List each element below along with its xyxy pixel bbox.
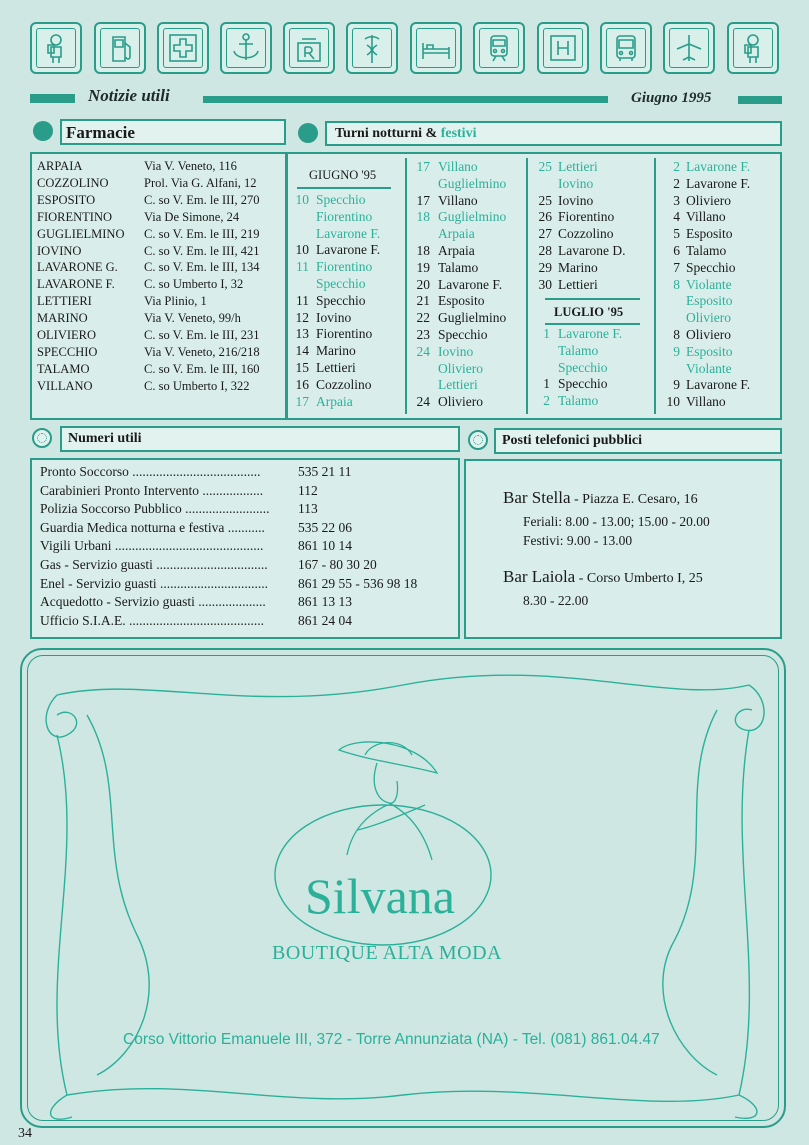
red-cross-icon: [157, 22, 209, 74]
divider: [285, 152, 288, 420]
service-label: Polizia Soccorso Pubblico .........................: [40, 501, 270, 517]
boy-with-sign-icon: [30, 22, 82, 74]
header-band-left: [30, 94, 75, 103]
turno-pharmacy: Lavarone F.: [686, 377, 751, 393]
turni-title: [335, 126, 476, 142]
turno-pharmacy: Villano: [686, 394, 726, 410]
bus-icon: [600, 22, 652, 74]
turno-pharmacy: Villano: [686, 209, 726, 225]
pharmacy-name: SPECCHIO: [37, 344, 98, 359]
pharmacy-address: Via V. Veneto, 116: [144, 159, 237, 173]
farmacie-header: [60, 119, 286, 145]
pharmacy-name: COZZOLINO: [37, 175, 109, 190]
turno-day: 18: [416, 209, 430, 225]
turno-day: 1: [543, 326, 550, 341]
service-number: 167 - 80 30 20: [298, 557, 377, 572]
turno-pharmacy: Violante: [686, 276, 732, 292]
turno-day: 12: [295, 309, 309, 325]
turno-pharmacy: Esposito: [686, 293, 733, 309]
turno-pharmacy: Fiorentino: [316, 259, 373, 275]
turno-pharmacy: Guglielmino: [438, 209, 507, 225]
pharmacy-name: GUGLIELMINO: [37, 226, 125, 241]
anchor-icon: [220, 22, 272, 74]
service-label: Gas - Servizio guasti .................................: [40, 557, 268, 572]
turno-day: 15: [295, 360, 309, 375]
divider: [405, 158, 407, 414]
turno-pharmacy: Arpaia: [316, 393, 353, 409]
bar1-hours-holiday: Festivi: 9.00 - 13.00: [523, 533, 633, 548]
turno-day: 20: [416, 276, 430, 292]
turno-pharmacy: Oliviero: [686, 310, 731, 326]
numeri-title: Numeri utili: [68, 431, 142, 446]
fuel-pump-icon: [94, 22, 146, 74]
header-band-right: [738, 96, 782, 104]
turno-pharmacy: Oliviero: [686, 192, 731, 208]
turno-pharmacy: Specchio: [558, 376, 608, 392]
service-number: 861 24 04: [298, 612, 352, 628]
clock-icon: [468, 430, 488, 450]
turno-day: 2: [673, 159, 680, 174]
turno-pharmacy: Specchio: [438, 327, 488, 342]
posti-header: [494, 428, 782, 454]
service-number: 112: [298, 482, 318, 498]
turno-day: 5: [673, 226, 680, 242]
turno-pharmacy: Cozzolino: [316, 376, 372, 392]
turni-title-a: Turni notturni &: [335, 126, 438, 141]
pharmacy-name: LAVARONE G.: [37, 260, 118, 275]
turno-pharmacy: Specchio: [686, 259, 736, 275]
service-label: Carabinieri Pronto Intervento ..................: [40, 482, 264, 498]
service-label: Guardia Medica notturna e festiva ...........: [40, 519, 265, 535]
ad-address: Corso Vittorio Emanuele III, 372 - Torre Annunziata (NA) - Tel. (081) 861.04.47: [123, 1031, 660, 1048]
hospital-h-icon: [537, 22, 589, 74]
pharmacy-name: FIORENTINO: [37, 209, 112, 224]
service-number: 861 13 13: [298, 594, 352, 610]
pharmacy-address: C. so V. Em. le III, 270: [144, 192, 260, 207]
bar-laiola: [503, 569, 703, 588]
bullet-dot-icon: [33, 121, 53, 141]
turno-pharmacy: Specchio: [316, 192, 366, 207]
pharmacy-name: LAVARONE F.: [37, 277, 115, 292]
turno-pharmacy: Lettieri: [438, 377, 478, 393]
page-number: 34: [18, 1126, 32, 1141]
rule: [545, 323, 640, 325]
turno-day: 11: [296, 259, 309, 275]
turno-day: 1: [543, 376, 550, 392]
clock-icon: [32, 428, 52, 448]
turno-day: 16: [295, 376, 309, 392]
turno-day: 25: [538, 192, 552, 208]
ad-subtitle: BOUTIQUE ALTA MODA: [272, 942, 502, 964]
turno-pharmacy: Iovino: [438, 343, 474, 359]
turno-pharmacy: Guglielmino: [438, 175, 507, 191]
divider: [654, 158, 656, 414]
airplane-icon: [663, 22, 715, 74]
pharmacy-name: ARPAIA: [37, 159, 83, 173]
turno-day: 17: [416, 192, 430, 208]
turno-day: 8: [673, 327, 680, 342]
turno-pharmacy: Specchio: [558, 359, 608, 375]
turno-pharmacy: Esposito: [686, 343, 733, 359]
turno-day: 24: [416, 343, 430, 359]
bar1-hours-weekday: Feriali: 8.00 - 13.00; 15.00 - 20.00: [523, 514, 710, 529]
turno-pharmacy: Cozzolino: [558, 226, 614, 242]
turno-day: 23: [416, 327, 430, 342]
turno-pharmacy: Lettieri: [316, 360, 356, 375]
bar1-address: - Piazza E. Cesaro, 16: [570, 492, 698, 507]
service-label: Enel - Servizio guasti ................................: [40, 575, 268, 591]
bar2-address: - Corso Umberto I, 25: [575, 571, 703, 586]
pharmacy-address: Via V. Veneto, 216/218: [144, 344, 260, 359]
turno-pharmacy: Iovino: [316, 309, 352, 325]
pharmacy-address: Via V. Veneto, 99/h: [144, 311, 241, 326]
rule: [297, 187, 391, 189]
issue-date: Giugno 1995: [631, 90, 712, 106]
turno-pharmacy: Specchio: [316, 292, 366, 308]
month-july: LUGLIO '95: [554, 305, 624, 319]
turno-day: 17: [416, 159, 430, 174]
turno-pharmacy: Esposito: [438, 293, 485, 309]
pharmacy-address: Via Plinio, 1: [144, 294, 207, 309]
turno-day: 2: [543, 393, 550, 409]
turno-day: 14: [295, 343, 309, 359]
service-number: 535 21 11: [298, 464, 352, 479]
turno-pharmacy: Fiorentino: [316, 326, 373, 342]
turno-day: 30: [538, 276, 552, 292]
turno-pharmacy: Marino: [558, 259, 598, 275]
pharmacy-name: VILLANO: [37, 378, 93, 393]
turno-day: 10: [295, 192, 309, 207]
turno-pharmacy: Iovino: [558, 192, 594, 208]
turno-pharmacy: Talamo: [558, 342, 599, 358]
turno-day: 29: [538, 259, 552, 275]
turno-day: 25: [538, 159, 552, 174]
pharmacy-address: Prol. Via G. Alfani, 12: [144, 175, 257, 190]
turno-pharmacy: Lavarone F.: [316, 225, 381, 241]
service-number: 113: [298, 501, 318, 517]
bar2-name: Bar Laiola: [503, 567, 576, 586]
turno-day: 4: [673, 209, 680, 225]
pharmacy-name: ESPOSITO: [37, 192, 96, 207]
turno-day: 2: [673, 175, 680, 191]
month-june: GIUGNO '95: [309, 168, 377, 182]
pharmacy-name: MARINO: [37, 311, 88, 326]
turno-pharmacy: Specchio: [316, 276, 366, 291]
turno-pharmacy: Fiorentino: [316, 208, 373, 224]
bed-icon: [410, 22, 462, 74]
turno-day: 17: [295, 393, 309, 409]
numeri-header: [60, 426, 460, 452]
boy-with-sign-icon: [727, 22, 779, 74]
pharmacy-address: Via De Simone, 24: [144, 209, 240, 224]
divider: [526, 158, 528, 414]
turno-pharmacy: Lavarone F.: [438, 276, 503, 292]
turno-pharmacy: Lavarone D.: [558, 243, 626, 258]
rule: [545, 298, 640, 300]
pharmacy-address: C. so V. Em. le III, 421: [144, 243, 260, 258]
bar2-hours: 8.30 - 22.00: [523, 593, 589, 608]
turni-header: [325, 121, 782, 146]
pharmacy-address: C. so V. Em. le III, 160: [144, 361, 260, 376]
pharmacy-rx-icon: [283, 22, 335, 74]
turno-day: 9: [673, 377, 680, 393]
turno-day: 3: [673, 192, 680, 208]
turno-pharmacy: Marino: [316, 343, 356, 359]
turno-pharmacy: Lettieri: [558, 276, 598, 292]
turno-day: 8: [673, 276, 680, 292]
turno-day: 27: [538, 226, 552, 242]
turno-pharmacy: Lavarone F.: [558, 326, 623, 341]
bar-stella: [503, 490, 698, 509]
turno-pharmacy: Talamo: [686, 243, 727, 258]
turno-pharmacy: Oliviero: [686, 327, 731, 342]
turno-pharmacy: Lettieri: [558, 159, 598, 174]
turno-pharmacy: Lavarone F.: [686, 159, 751, 174]
pharmacy-address: C. so Umberto I, 32: [144, 277, 244, 292]
turno-pharmacy: Violante: [686, 360, 732, 376]
turno-day: 26: [538, 209, 552, 225]
pharmacy-name: LETTIERI: [37, 294, 92, 309]
pharmacy-name: IOVINO: [37, 243, 82, 258]
service-label: Pronto Soccorso ......................................: [40, 464, 261, 479]
turno-day: 19: [416, 259, 430, 275]
service-label: Vigili Urbani ............................................: [40, 538, 264, 554]
farmacie-title: Farmacie: [66, 123, 135, 142]
turno-pharmacy: Iovino: [558, 175, 594, 191]
turno-day: 18: [416, 243, 430, 258]
turno-day: 9: [673, 343, 680, 359]
section-title: Notizie utili: [88, 86, 170, 105]
turno-pharmacy: Oliviero: [438, 394, 483, 410]
turno-pharmacy: Esposito: [686, 226, 733, 242]
turno-day: 28: [538, 243, 552, 258]
turno-pharmacy: Lavarone F.: [686, 175, 751, 191]
pharmacy-address: C. so V. Em. le III, 134: [144, 260, 260, 275]
turno-pharmacy: Fiorentino: [558, 209, 615, 225]
service-number: 861 10 14: [298, 538, 352, 554]
pharmacy-address: C. so V. Em. le III, 231: [144, 328, 260, 342]
turno-day: 11: [296, 292, 309, 308]
turno-day: 10: [666, 394, 680, 410]
pharmacy-name: OLIVIERO: [37, 328, 97, 342]
bar1-name: Bar Stella: [503, 488, 571, 507]
turno-pharmacy: Talamo: [438, 259, 479, 275]
turno-day: 21: [416, 293, 430, 309]
turno-day: 6: [673, 243, 680, 258]
service-label: Acquedotto - Servizio guasti ....................: [40, 594, 266, 610]
bullet-dot-icon: [298, 123, 318, 143]
ad-brand: Silvana: [305, 868, 455, 924]
posti-title: Posti telefonici pubblici: [502, 433, 642, 448]
turno-pharmacy: Arpaia: [438, 243, 475, 258]
service-number: 861 29 55 - 536 98 18: [298, 575, 418, 591]
turno-pharmacy: Arpaia: [438, 226, 475, 242]
caduceus-icon: [346, 22, 398, 74]
pharmacy-address: C. so V. Em. le III, 219: [144, 226, 260, 241]
pharmacy-address: C. so Umberto I, 322: [144, 378, 250, 393]
train-icon: [473, 22, 525, 74]
turno-day: 22: [416, 310, 430, 326]
turno-pharmacy: Guglielmino: [438, 310, 507, 326]
turno-pharmacy: Villano: [438, 192, 478, 208]
pharmacy-name: TALAMO: [37, 361, 90, 376]
turno-day: 10: [295, 242, 309, 258]
turno-pharmacy: Oliviero: [438, 360, 483, 376]
turno-pharmacy: Villano: [438, 159, 478, 174]
service-number: 535 22 06: [298, 519, 352, 535]
header-band-middle: [203, 96, 608, 103]
turno-pharmacy: Lavarone F.: [316, 242, 381, 258]
turno-day: 7: [673, 259, 680, 275]
turno-pharmacy: Talamo: [558, 393, 599, 409]
service-label: Ufficio S.I.A.E. ........................................: [40, 612, 264, 628]
turno-day: 13: [295, 326, 309, 342]
turno-day: 24: [416, 394, 430, 410]
turni-title-b: festivi: [440, 126, 477, 141]
